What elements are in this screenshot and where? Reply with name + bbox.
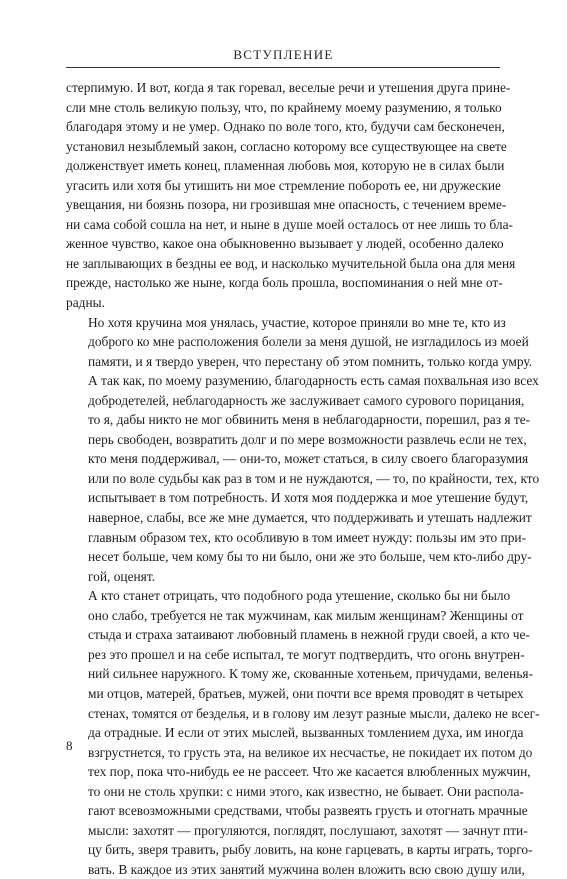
text-line: ний сильнее наружного. К тому же, скованные хотеньем, причудами, веленья- [88, 666, 534, 682]
text-line: памяти, и я твердо уверен, что перестану об этом помнить, только когда умру. [88, 353, 533, 369]
text-line: радны. [66, 295, 105, 311]
text-line: перь свободен, возвратить долг и по мере возможности развлечь если не тех, [88, 431, 527, 447]
text-line: благодаря этому и не умер. Однако по воле того, кто, будучи сам бесконечен, [66, 119, 505, 135]
text-line: А кто станет отрицать, что подобного рода утешение, сколько бы ни было [88, 588, 511, 604]
running-title: ВСТУПЛЕНИЕ [233, 47, 334, 62]
text-line: не заплывающих в бездны ее вод, и насколько мучительной была она для меня [66, 255, 516, 271]
text-line: долженствует иметь конец, пламенная любовь моя, которую не в силах были [66, 158, 505, 174]
text-line: несет больше, чем кому бы то ни было, они же это больше, чем кто-либо дру- [88, 549, 532, 565]
text-line: то они не столь хрупки: с ними этого, как известно, не бывает. Они распола- [88, 783, 524, 799]
text-line: гой, оценят. [88, 568, 156, 584]
text-line: сли мне столь великую пользу, что, по крайнему моему разумению, я только [66, 99, 502, 115]
text-line: А так как, по моему разумению, благодарность есть самая похвальная изо всех [88, 373, 539, 389]
page-number: 8 [66, 738, 73, 753]
text-line: кто меня поддерживал, — они-то, может статься, в силу своего благоразумия [88, 451, 529, 467]
text-line: ни сама собой сошла на нет, и ныне в душе моей осталось от нее лишь то бла- [66, 216, 513, 232]
text-line: цу бить, зверя травить, рыбу ловить, на коне гарцевать, в карты играть, торго- [88, 842, 533, 858]
text-line: вать. В каждое из этих занятий мужчина волен вложить всю свою душу или, [88, 861, 525, 877]
text-line: угасить или хотя бы утишить ни мое стремление побороть ее, ни дружеские [66, 177, 501, 193]
text-line: мысли: захотят — прогуляются, поглядят, послушают, захотят — зачнут пти- [88, 822, 528, 838]
text-line: тех пор, пока что-нибудь ее не рассеет. Что же касается влюбленных мужчин, [88, 764, 531, 780]
text-line: добродетелей, неблагодарность же заслуживает самого сурового порицания, [88, 392, 525, 408]
text-line: взгрустнется, то грусть эта, на великое их несчастье, не покидает их потом до [88, 744, 533, 760]
paragraph [66, 78, 516, 313]
text-line: увещания, ни боязнь позора, ни грозившая мне опасность, с течением време- [66, 197, 507, 213]
text-line: гают всевозможными средствами, чтобы развеять грусть и отогнать мрачные [88, 803, 528, 819]
text-line: женное чувство, какое она обыкновенно вызывает у людей, особенно далеко [66, 236, 504, 252]
paragraph [66, 313, 540, 587]
text-line: стенах, томятся от безделья, и в голову им лезут разные мысли, далеко не всег- [88, 705, 540, 721]
text-line: установил незыблемый закон, согласно которому все существующее на свете [66, 138, 507, 154]
text-line: стерпимую. И вот, когда я так горевал, веселые речи и утешения друга прине- [66, 80, 511, 95]
main-text [66, 78, 540, 879]
text-line: прежде, настолько же ныне, когда боль прошла, воспоминания о ней мне от- [66, 275, 503, 291]
text-line: главным образом тех, кто особливую в том имеет нужду: пользы им это при- [88, 529, 527, 545]
text-line: рез это прошел и на себе испытал, те могут подтвердить, что огонь внутрен- [88, 646, 525, 662]
text-line: испытывает в том потребность. И хотя моя поддержка и мое утешение будут, [88, 490, 529, 506]
text-line: стыда и страха затаивают любовный пламень в нежной груди своей, а кто че- [88, 627, 530, 643]
text-line: то я, дабы никто не мог обвинить меня в неблагодарности, порешил, раз я те- [88, 412, 531, 428]
text-line: ми отцов, матерей, братьев, мужей, они почти все время проводят в четырех [88, 685, 524, 701]
text-line: доброго ко мне расположения болели за меня душой, не изгладилось из моей [88, 334, 529, 350]
text-line: Но хотя кручина моя унялась, участие, которое приняли во мне те, кто из [88, 314, 506, 330]
text-line: да отрадные. И если от этих мыслей, вызванных томлением духа, им иногда [88, 725, 524, 741]
header-rule [66, 67, 500, 68]
text-line: наверное, слабы, все же мне думается, что поддерживать и утешать надлежит [88, 510, 532, 526]
paragraph [66, 586, 540, 879]
text-line: или по воле судьбы как раз в том и не нуждаются, — то, по крайности, тех, кто [88, 470, 540, 486]
text-line: оно слабо, требуется не так мужчинам, как милым женщинам? Женщины от [88, 607, 524, 623]
